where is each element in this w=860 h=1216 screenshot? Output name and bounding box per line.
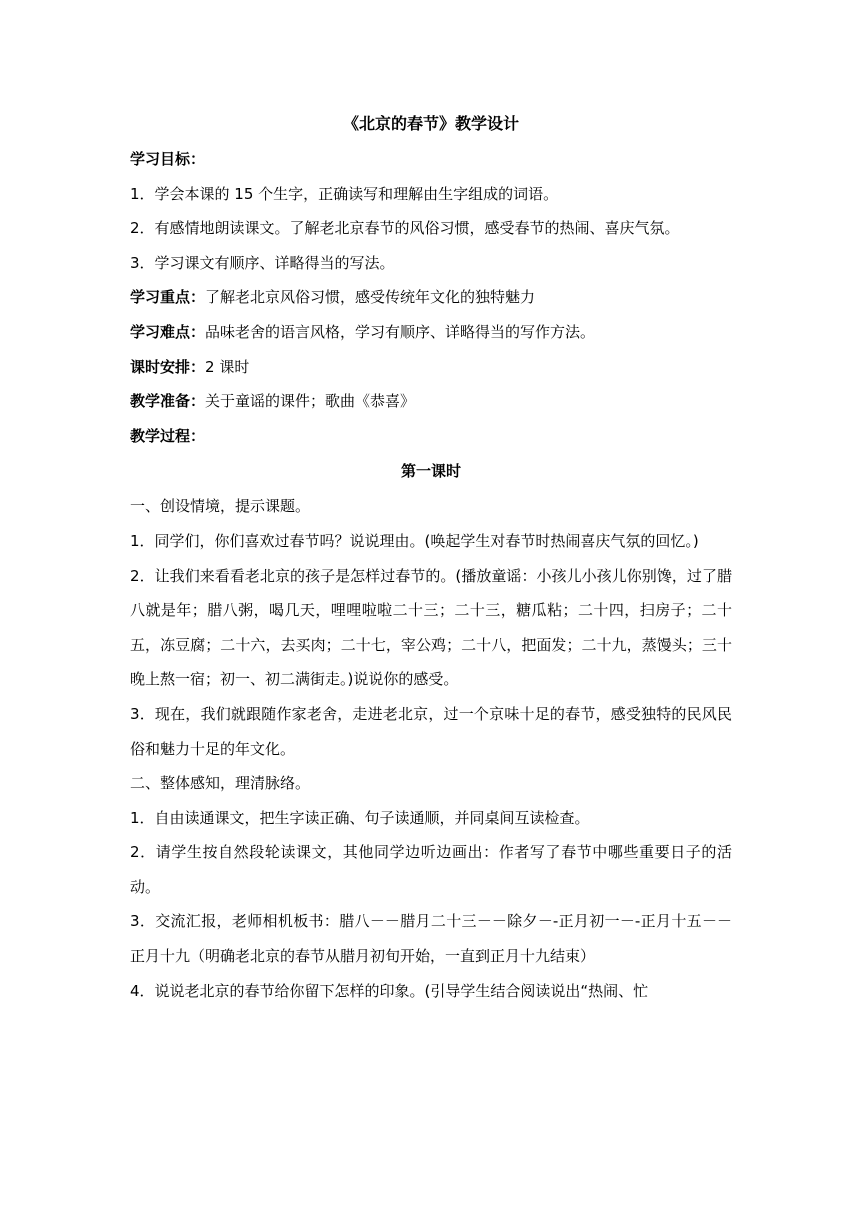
section-item: 3．现在，我们就跟随作家老舍，走进老北京，过一个京味十足的春节，感受独特的民风民俗和魅力十足的年文化。 <box>130 704 732 758</box>
section-heading: 二、整体感知，理清脉络。 <box>130 774 311 793</box>
document-title: 《北京的春节》教学设计 <box>342 114 519 133</box>
section-item: 4．说说老北京的春节给你留下怎样的印象。(引导学生结合阅读说出“热闹、忙 <box>130 981 649 1000</box>
preparation-line <box>130 384 732 419</box>
goal-item: 2．有感情地朗读课文。了解老北京春节的风俗习惯，感受春节的热闹、喜庆气氛。 <box>130 219 680 238</box>
section-item: 3．交流汇报，老师相机板书：腊八－－腊月二十三－－除夕－-正月初一－-正月十五－－正月十九（明确老北京的春节从腊月初旬开始，一直到正月十九结束） <box>130 912 732 966</box>
preparation-text: 关于童谣的课件；歌曲《恭喜》 <box>205 392 416 411</box>
lesson-title: 第一课时 <box>400 462 461 481</box>
preparation-label: 教学准备： <box>130 392 206 411</box>
section-item: 2．请学生按自然段轮读课文，其他同学边听边画出：作者写了春节中哪些重要日子的活动。 <box>130 843 732 896</box>
key-point-label: 学习重点： <box>130 288 206 307</box>
difficulty-text: 品味老舍的语言风格，学习有顺序、详略得当的写作方法。 <box>205 322 596 341</box>
goals-heading: 学习目标： <box>130 150 206 168</box>
document-body <box>130 106 732 1008</box>
schedule-line <box>130 350 732 385</box>
difficulty-line <box>130 315 732 350</box>
goal-item: 3．学习课文有顺序、详略得当的写法。 <box>130 253 395 272</box>
process-heading: 教学过程： <box>130 426 206 445</box>
key-point-text: 了解老北京风俗习惯，感受传统年文化的独特魅力 <box>205 288 536 307</box>
section-heading: 一、创设情境，提示课题。 <box>130 497 311 516</box>
schedule-text: 2 课时 <box>205 357 250 376</box>
schedule-label: 课时安排： <box>130 357 206 376</box>
goal-item: 1．学会本课的 15 个生字，正确读写和理解由生字组成的词语。 <box>130 184 559 203</box>
section-item: 1．自由读通课文，把生字读正确、句子读通顺，并同桌间互读检查。 <box>130 808 590 827</box>
section-item: 2．让我们来看看老北京的孩子是怎样过春节的。(播放童谣：小孩儿小孩儿你别馋，过了腊八就是年；腊八粥，喝几天，哩哩啦啦二十三；二十三，糖瓜粘；二十四，扫房子；二十五，冻豆腐；二十六，去买肉；二十七，宰公鸡；二十八，把面发；二十九，蒸馒头；三十晚上熬一宿；初一、初二满街走。)说说你的感受。 <box>130 566 732 689</box>
key-point-line <box>130 280 732 315</box>
difficulty-label: 学习难点： <box>130 322 206 341</box>
section-item: 1．同学们，你们喜欢过春节吗？说说理由。(唤起学生对春节时热闹喜庆气氛的回忆。) <box>130 531 699 550</box>
